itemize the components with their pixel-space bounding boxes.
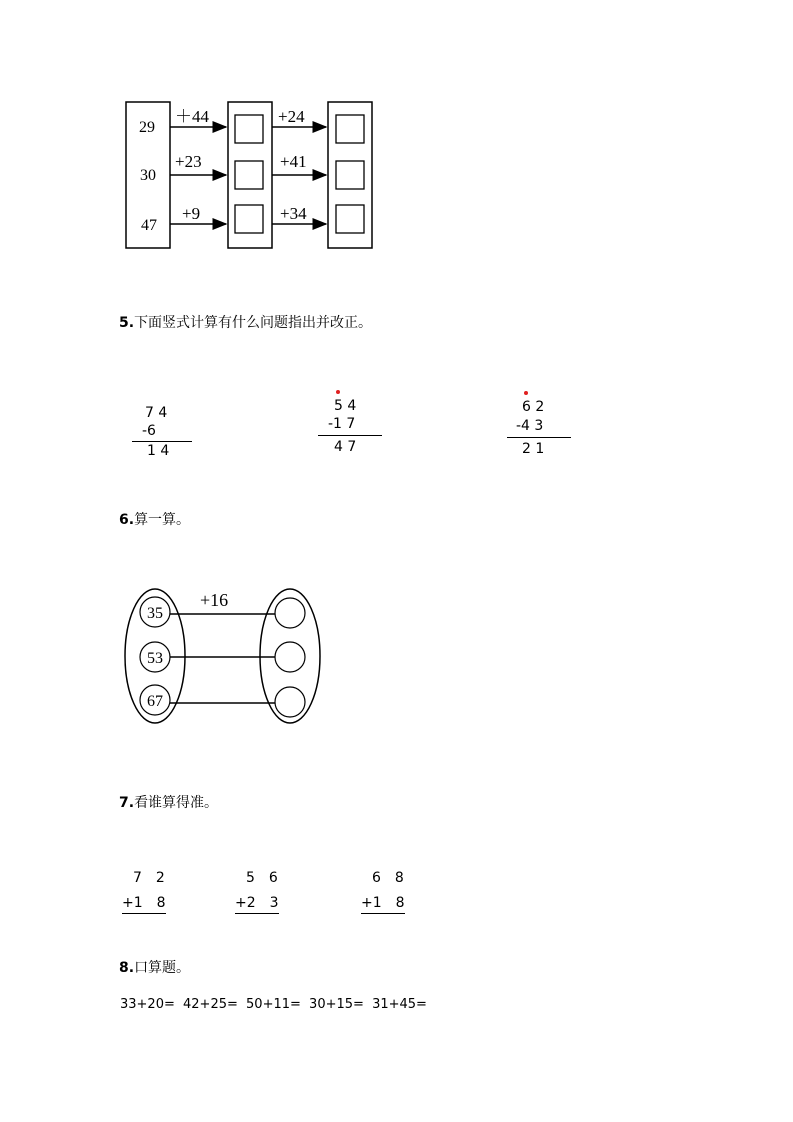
op-label: +16 bbox=[200, 590, 229, 610]
vertical-line bbox=[507, 437, 571, 438]
q7-title bbox=[119, 792, 218, 812]
op-label: +41 bbox=[280, 152, 307, 171]
answer-box bbox=[336, 205, 364, 233]
q7-text: 看谁算得准。 bbox=[134, 795, 219, 811]
vertical-problem-bottom: -1 7 bbox=[328, 416, 356, 432]
oral-item: 31+45= bbox=[372, 997, 427, 1012]
carry-dot bbox=[336, 390, 340, 394]
answer-box bbox=[235, 205, 263, 233]
carry-dot bbox=[524, 391, 528, 395]
vertical-line bbox=[132, 441, 192, 442]
vertical-line bbox=[318, 435, 382, 436]
q6-number: 6. bbox=[119, 512, 135, 528]
oral-item: 33+20= bbox=[120, 997, 175, 1012]
vertical-problem-bottom: +2 3 bbox=[235, 892, 279, 914]
op-label: +23 bbox=[175, 152, 202, 171]
oral-item: 50+11= bbox=[246, 997, 301, 1012]
vertical-problem-result: 2 1 bbox=[522, 441, 545, 457]
start-number: 30 bbox=[140, 167, 156, 184]
oral-item: 42+25= bbox=[183, 997, 238, 1012]
op-label: ＋44 bbox=[175, 107, 209, 126]
q4-flow-diagram bbox=[0, 0, 793, 270]
op-label: +34 bbox=[280, 204, 307, 223]
start-number: 29 bbox=[139, 119, 155, 136]
result-column-box bbox=[328, 102, 372, 248]
q6-title bbox=[119, 509, 190, 529]
q5-text: 下面竖式计算有什么问题指出并改正。 bbox=[134, 315, 373, 331]
oral-item: 30+15= bbox=[309, 997, 364, 1012]
vertical-problem-top: 7 2 bbox=[133, 870, 165, 886]
vertical-problem-top: 6 2 bbox=[522, 399, 545, 415]
vertical-problem-top: 7 4 bbox=[145, 405, 168, 421]
q7-number: 7. bbox=[119, 795, 135, 811]
answer-circle bbox=[275, 642, 305, 672]
q8-text: 口算题。 bbox=[134, 960, 191, 976]
left-number: 67 bbox=[147, 693, 163, 710]
q5-number: 5. bbox=[119, 315, 135, 331]
answer-circle bbox=[275, 598, 305, 628]
vertical-problem-top: 6 8 bbox=[372, 870, 404, 886]
q8-number: 8. bbox=[119, 960, 135, 976]
vertical-problem-bottom: -4 3 bbox=[516, 418, 544, 434]
vertical-problem-result: 4 7 bbox=[334, 439, 357, 455]
q6-text: 算一算。 bbox=[134, 512, 191, 528]
answer-box bbox=[336, 161, 364, 189]
q8-title bbox=[119, 957, 190, 977]
q5-title bbox=[119, 312, 372, 332]
vertical-problem-bottom: -6 bbox=[142, 423, 156, 439]
q6-oval-diagram bbox=[0, 580, 793, 730]
vertical-problem-bottom: +1 8 bbox=[122, 892, 166, 914]
answer-circle bbox=[275, 687, 305, 717]
start-number: 47 bbox=[141, 217, 157, 234]
left-number: 35 bbox=[147, 605, 163, 622]
vertical-problem-bottom: +1 8 bbox=[361, 892, 405, 914]
left-number: 53 bbox=[147, 650, 163, 667]
op-label: +9 bbox=[182, 204, 201, 223]
answer-box bbox=[336, 115, 364, 143]
answer-box bbox=[235, 161, 263, 189]
oral-arithmetic-row bbox=[120, 997, 431, 1012]
answer-box bbox=[235, 115, 263, 143]
vertical-problem-top: 5 6 bbox=[246, 870, 278, 886]
vertical-problem-top: 5 4 bbox=[334, 398, 357, 414]
vertical-problem-result: 1 4 bbox=[147, 443, 170, 459]
op-label: +24 bbox=[278, 107, 305, 126]
